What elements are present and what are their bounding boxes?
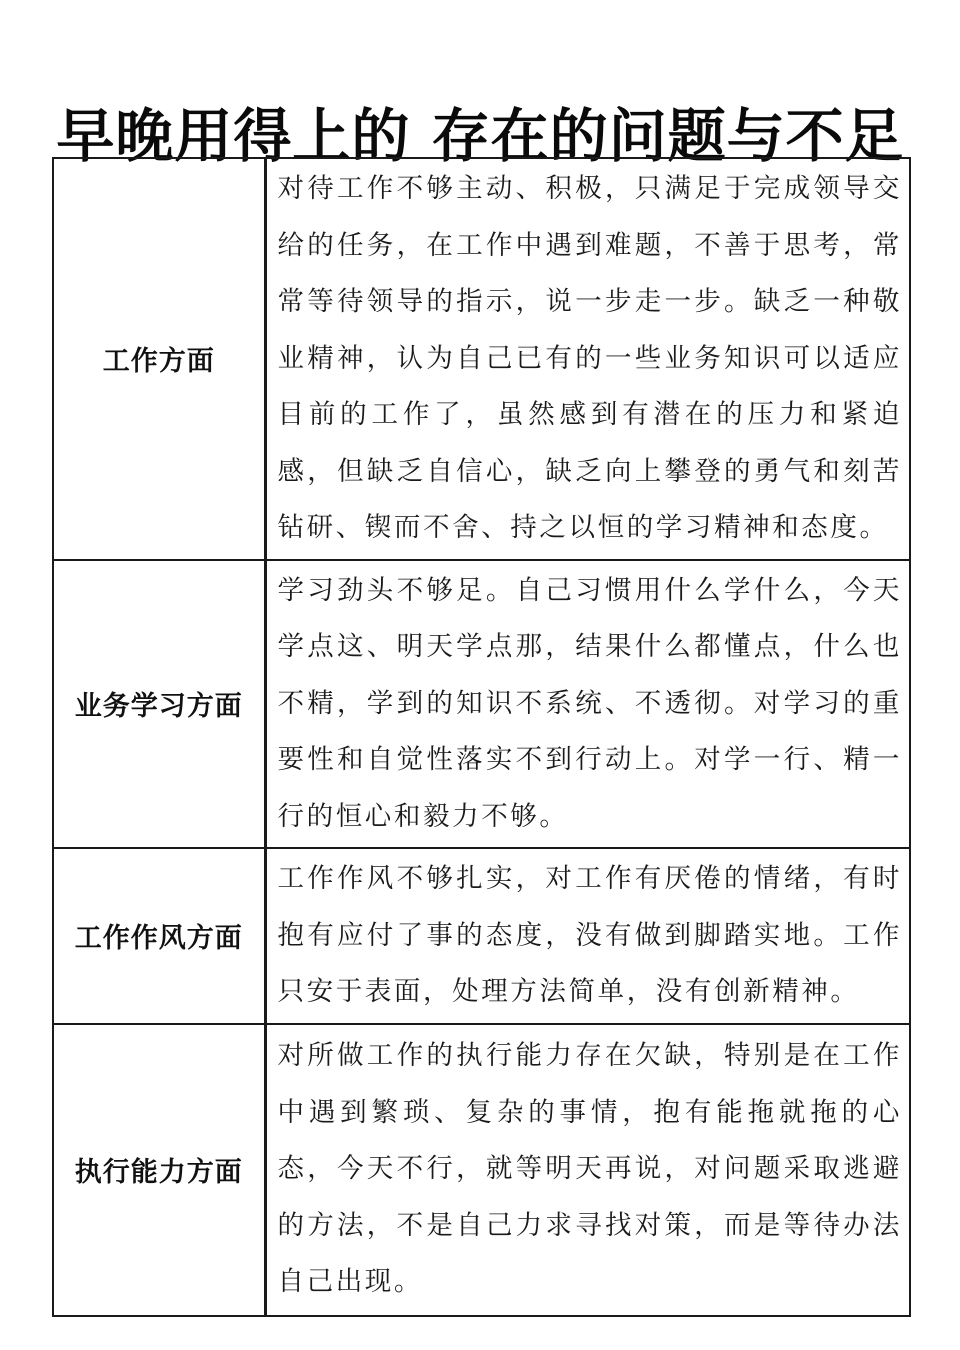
table-row-style [53,848,910,1024]
page-title: 早晚用得上的 存在的问题与不足 [56,101,904,170]
table-row-execution [53,1024,910,1316]
row-label-study: 业务学习方面 [53,560,265,849]
issues-table [52,157,911,1317]
row-label-execution: 执行能力方面 [53,1024,265,1316]
row-content-execution: 对所做工作的执行能力存在欠缺，特别是在工作中遇到繁琐、复杂的事情，抱有能拖就拖的心态，今天不行，就等明天再说，对问题采取逃避的方法，不是自己力求寻找对策，而是等待办法自己出现。 [265,1024,910,1316]
row-content-study: 学习劲头不够足。自己习惯用什么学什么，今天学点这、明天学点那，结果什么都懂点，什么也不精，学到的知识不系统、不透彻。对学习的重要性和自觉性落实不到行动上。对学一行、精一行的恒心和毅力不够。 [265,560,910,849]
row-content-work: 对待工作不够主动、积极，只满足于完成领导交给的任务，在工作中遇到难题，不善于思考，常常等待领导的指示，说一步走一步。缺乏一种敬业精神，认为自己已有的一些业务知识可以适应目前的工作了，虽然感到有潜在的压力和紧迫感，但缺乏自信心，缺乏向上攀登的勇气和刻苦钻研、锲而不舍、持之以恒的学习精神和态度。 [265,158,910,560]
table-row-study [53,560,910,849]
row-label-style: 工作作风方面 [53,848,265,1024]
row-content-style: 工作作风不够扎实，对工作有厌倦的情绪，有时抱有应付了事的态度，没有做到脚踏实地。工作只安于表面，处理方法简单，没有创新精神。 [265,848,910,1024]
table-row-work [53,158,910,560]
row-label-work: 工作方面 [53,158,265,560]
